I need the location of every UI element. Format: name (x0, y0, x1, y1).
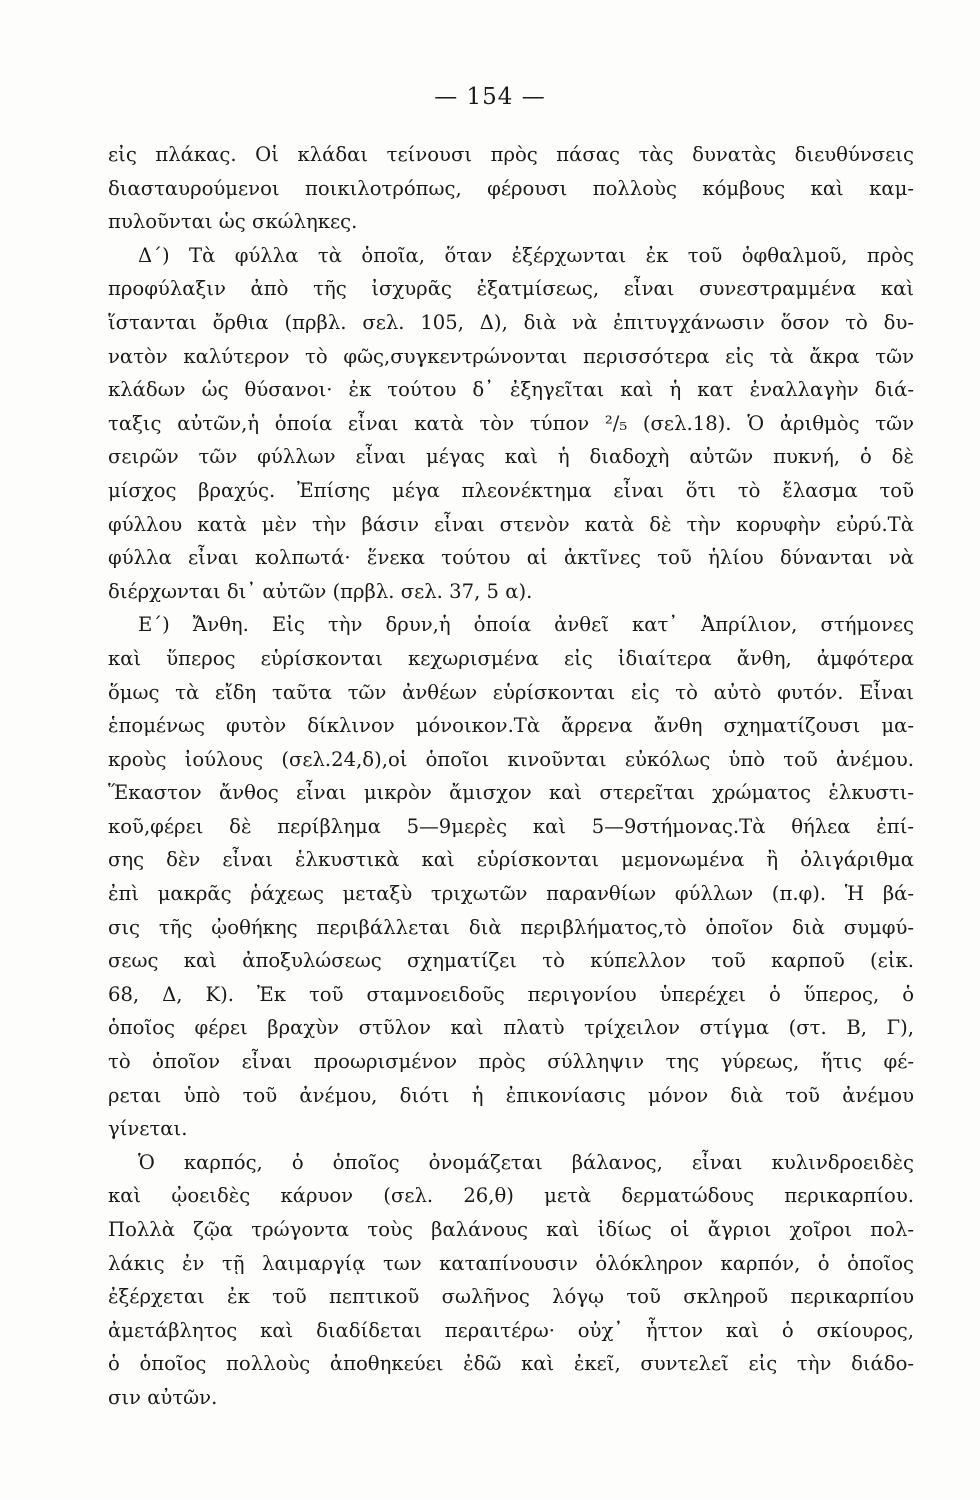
text-line: ἵστανται ὄρθια (πρβλ. σελ. 105, Δ), διὰ νὰ ἐπιτυγχάνωσιν ὅσον τὸ δυ- (108, 310, 914, 334)
text-line: σειρῶν τῶν φύλλων εἶναι μέγας καὶ ἡ διαδοχὴ αὐτῶν πυκνή, ὁ δὲ (108, 445, 914, 469)
text-line: τὸ ὁποῖον εἶναι προωρισμένον πρὸς σύλληψιν της γύρεως, ἥτις φέ- (108, 1050, 914, 1074)
text-line: σις τῆς ᾠοθήκης περιβάλλεται διὰ περιβλήματος,τὸ ὁποῖον διὰ συμφύ- (108, 915, 914, 939)
text-line: Δ΄) Τὰ φύλλα τὰ ὁποῖα, ὅταν ἐξέρχωνται ἐκ τοῦ ὀφθαλμοῦ, πρὸς (138, 243, 914, 267)
text-line: ἀμετάβλητος καὶ διαδίδεται περαιτέρω· οὐχ᾽ ἧττον καὶ ὁ σκίουρος, (108, 1318, 914, 1342)
text-line: ὅμως τὰ εἴδη ταῦτα τῶν ἀνθέων εὑρίσκονται εἰς τὸ αὐτὸ φυτόν. Εἶναι (108, 680, 914, 704)
text-line: σιν αὐτῶν. (108, 1385, 218, 1409)
text-line: ἐξέρχεται ἐκ τοῦ πεπτικοῦ σωλῆνος λόγῳ τοῦ σκληροῦ περικαρπίου (108, 1285, 914, 1309)
text-line: πυλοῦνται ὡς σκώληκες. (108, 210, 358, 234)
text-line: φύλλα εἶναι κολπωτά· ἕνεκα τούτου αἱ ἀκτῖνες τοῦ ἡλίου δύνανται νὰ (108, 546, 914, 570)
text-line: κροὺς ἰούλους (σελ.24,δ),οἱ ὁποῖοι κινοῦνται εὐκόλως ὑπὸ τοῦ ἀνέμου. (108, 747, 914, 771)
text-line: διασταυρούμενοι ποικιλοτρόπως, φέρουσι πολλοὺς κόμβους καὶ καμ- (108, 176, 914, 200)
text-line: Ἕκαστον ἄνθος εἶναι μικρὸν ἄμισχον καὶ στερεῖται χρώματος ἑλκυστι- (108, 781, 914, 805)
text-line: προφύλαξιν ἀπὸ τῆς ἰσχυρᾶς ἐξατμίσεως, εἶναι συνεστραμμένα καὶ (108, 277, 914, 301)
text-line: ὁ ὁποῖος πολλοὺς ἀποθηκεύει ἐδῶ καὶ ἐκεῖ, συντελεῖ εἰς τὴν διάδο- (108, 1352, 914, 1376)
text-line: εἰς πλάκας. Οἱ κλάδαι τείνουσι πρὸς πάσας τὰς δυνατὰς διευθύνσεις (108, 143, 914, 166)
text-line: σης δὲν εἶναι ἑλκυστικὰ καὶ εὑρίσκονται μεμονωμένα ἢ ὀλιγάριθμα (108, 848, 914, 872)
page-number: — 154 — (434, 84, 546, 110)
text-line: καὶ ᾠοειδὲς κάρυον (σελ. 26,θ) μετὰ δερματώδους περικαρπίου. (108, 1184, 914, 1208)
text-line: διέρχωνται δι᾽ αὐτῶν (πρβλ. σελ. 37, 5 α). (108, 579, 533, 603)
text-line: φύλλου κατὰ μὲν τὴν βάσιν εἶναι στενὸν κατὰ δὲ τὴν κορυφὴν εὐρύ.Τὰ (108, 512, 914, 536)
text-line: λάκις ἐν τῇ λαιμαργίᾳ των καταπίνουσιν ὁλόκληρον καρπόν, ὁ ὁποῖος (108, 1251, 914, 1275)
text-line: ταξις αὐτῶν,ἡ ὁποία εἶναι κατὰ τὸν τύπον ²/₅ (σελ.18). Ὁ ἀριθμὸς τῶν (108, 411, 914, 435)
text-line: Πολλὰ ζῷα τρώγοντα τοὺς βαλάνους καὶ ἰδίως οἱ ἄγριοι χοῖροι πολ- (108, 1218, 914, 1241)
text-line: ἐπὶ μακρᾶς ῥάχεως μεταξὺ τριχωτῶν παρανθίων φύλλων (π.φ). Ἡ βά- (108, 882, 914, 906)
text-line: νατὸν καλύτερον τὸ φῶς,συγκεντρώνονται περισσότερα εἰς τὰ ἄκρα τῶν (108, 344, 914, 368)
text-line: καὶ ὕπερος εὑρίσκονται κεχωρισμένα εἰς ἰδιαίτερα ἄνθη, ἀμφότερα (108, 646, 914, 670)
text-line: 68, Δ, Κ). Ἐκ τοῦ σταμνοειδοῦς περιγονίου ὑπερέχει ὁ ὕπερος, ὁ (108, 982, 914, 1006)
text-line: κλάδων ὡς θύσανοι· ἐκ τούτου δ᾽ ἐξηγεῖται καὶ ἡ κατ ἐναλλαγὴν διά- (108, 378, 914, 402)
text-line: σεως καὶ ἀποξυλώσεως σχηματίζει τὸ κύπελλον τοῦ καρποῦ (εἰκ. (108, 949, 914, 973)
text-line: ἑπομένως φυτὸν δίκλινον μόνοικον.Τὰ ἄρρενα ἄνθη σχηματίζουσι μα- (108, 714, 914, 738)
text-line: μίσχος βραχύς. Ἐπίσης μέγα πλεονέκτημα εἶναι ὅτι τὸ ἔλασμα τοῦ (108, 478, 914, 502)
text-line: ὁποῖος φέρει βραχὺν στῦλον καὶ πλατὺ τρίχειλον στίγμα (στ. Β, Γ), (108, 1016, 914, 1040)
text-line: ρεται ὑπὸ τοῦ ἀνέμου, διότι ἡ ἐπικονίασις μόνον διὰ τοῦ ἀνέμου (108, 1083, 914, 1107)
text-line: κοῦ,φέρει δὲ περίβλημα 5—9μερὲς καὶ 5—9στήμονας.Τὰ θήλεα ἐπί- (108, 814, 914, 838)
body-text (108, 138, 914, 1415)
text-line: Ε΄) Ἄνθη. Εἰς τὴν δρυν,ἡ ὁποία ἀνθεῖ κατ᾽ Ἀπρίλιον, στήμονες (138, 613, 914, 637)
text-line: γίνεται. (108, 1117, 188, 1141)
text-line: Ὁ καρπός, ὁ ὁποῖος ὀνομάζεται βάλανος, εἶναι κυλινδροειδὲς (138, 1150, 914, 1174)
